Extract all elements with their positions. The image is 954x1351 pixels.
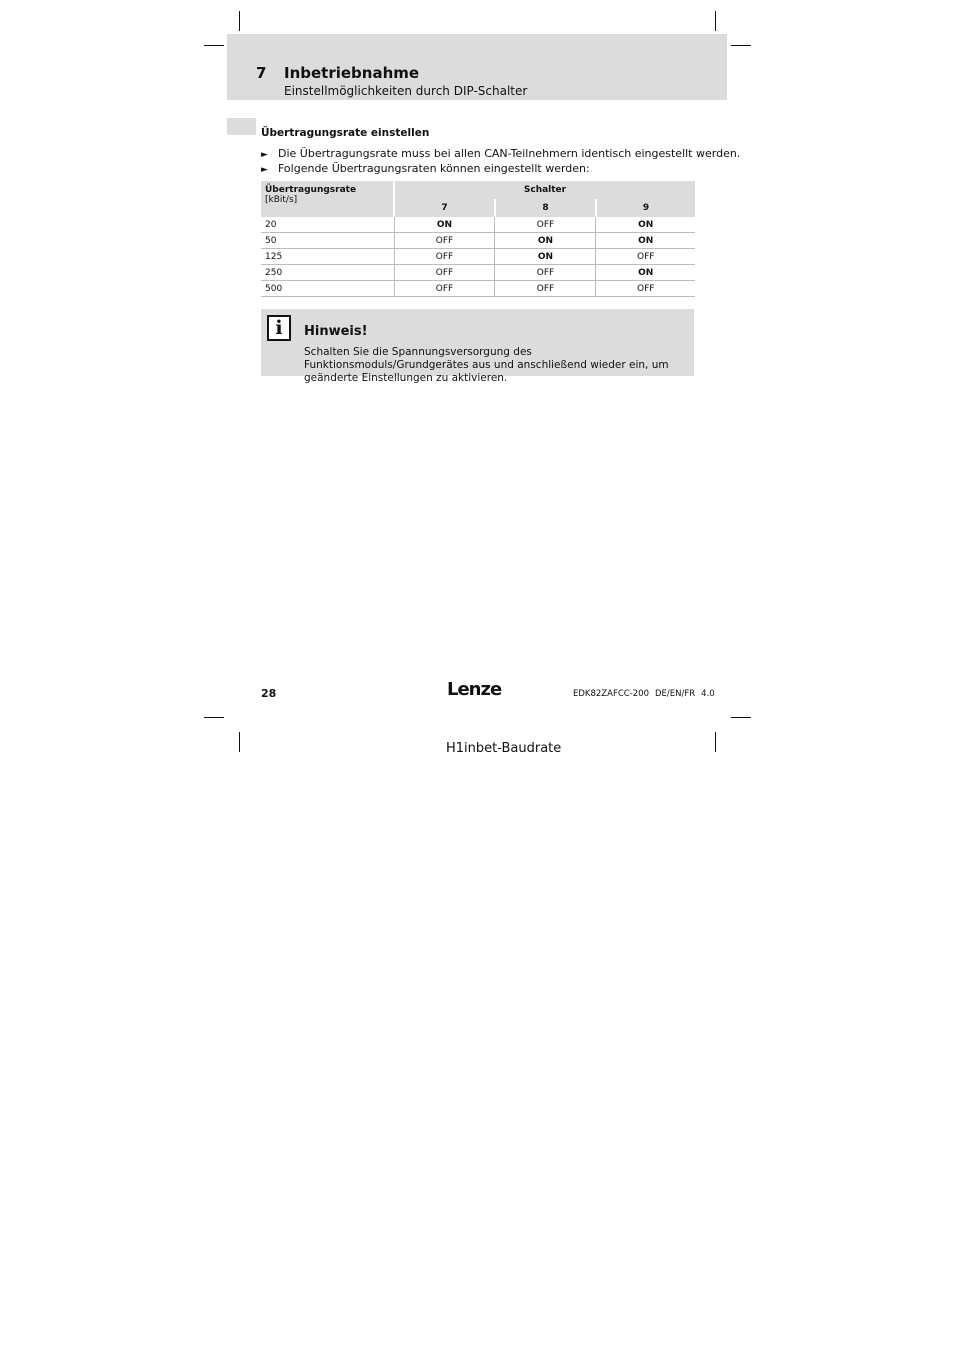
list-item xyxy=(261,146,740,161)
bullet-text: Die Übertragungsrate muss bei allen CAN-Teilnehmern identisch eingestellt werden. xyxy=(278,147,741,160)
arrow-right-icon: ► xyxy=(261,165,268,175)
switch-group-header: Schalter xyxy=(394,181,695,199)
table-row xyxy=(261,217,695,233)
rate-cell: 250 xyxy=(261,265,394,281)
switch-state-cell: OFF xyxy=(596,281,695,297)
crop-mark xyxy=(239,732,240,752)
switch-state-cell: OFF xyxy=(495,265,596,281)
note-title: Hinweis! xyxy=(304,324,368,339)
switch-state-cell: OFF xyxy=(596,249,695,265)
switch-state-cell: ON xyxy=(596,233,695,249)
section-heading: Übertragungsrate einstellen xyxy=(261,127,430,139)
rate-cell: 500 xyxy=(261,281,394,297)
crop-mark xyxy=(731,717,751,718)
chapter-title: Inbetriebnahme xyxy=(284,64,420,82)
bullet-text: Folgende Übertragungsraten können eingestellt werden: xyxy=(278,162,590,175)
switch-number-header: 9 xyxy=(596,199,695,217)
crop-mark xyxy=(715,732,716,752)
list-item xyxy=(261,161,740,176)
side-tab-marker xyxy=(227,118,256,135)
chapter-subtitle: Einstellmöglichkeiten durch DIP-Schalter xyxy=(284,84,528,98)
bullet-list xyxy=(261,146,740,176)
switch-state-cell: ON xyxy=(596,217,695,233)
switch-number-header: 8 xyxy=(495,199,596,217)
table-row xyxy=(261,249,695,265)
crop-mark xyxy=(239,11,240,31)
table-row xyxy=(261,233,695,249)
switch-state-cell: OFF xyxy=(394,281,495,297)
switch-state-cell: OFF xyxy=(394,265,495,281)
switch-state-cell: OFF xyxy=(394,249,495,265)
table-row xyxy=(261,281,695,297)
crop-mark xyxy=(204,45,224,46)
crop-mark xyxy=(731,45,751,46)
rate-header-label: Übertragungsrate xyxy=(265,185,357,195)
info-icon: i xyxy=(267,315,291,341)
arrow-right-icon: ► xyxy=(261,150,268,160)
rate-cell: 125 xyxy=(261,249,394,265)
switch-state-cell: ON xyxy=(495,233,596,249)
switch-state-cell: OFF xyxy=(495,217,596,233)
note-text: Schalten Sie die Spannungsversorgung des Funktionsmoduls/Grundgerätes aus und anschließend wieder ein, um geänderte Einstellungen zu aktivieren. xyxy=(304,346,669,384)
rate-header-unit: [kBit/s] xyxy=(265,195,298,205)
crop-mark xyxy=(715,11,716,31)
document-code xyxy=(573,689,715,699)
table-row xyxy=(261,265,695,281)
crop-mark xyxy=(204,717,224,718)
doc-version: 4.0 xyxy=(701,689,715,699)
rate-cell: 50 xyxy=(261,233,394,249)
rate-column-header xyxy=(261,181,394,217)
switch-state-cell: ON xyxy=(495,249,596,265)
doc-languages: DE/EN/FR xyxy=(655,689,696,699)
switch-number-header: 7 xyxy=(394,199,495,217)
note-box xyxy=(261,309,694,384)
switch-state-cell: ON xyxy=(394,217,495,233)
chapter-number: 7 xyxy=(256,64,267,82)
image-caption: H1inbet-Baudrate xyxy=(446,741,562,756)
rate-cell: 20 xyxy=(261,217,394,233)
page-number: 28 xyxy=(261,687,277,700)
doc-code-id: EDK82ZAFCC-200 xyxy=(573,689,649,699)
baudrate-table xyxy=(261,181,695,297)
switch-state-cell: OFF xyxy=(394,233,495,249)
switch-state-cell: ON xyxy=(596,265,695,281)
switch-state-cell: OFF xyxy=(495,281,596,297)
lenze-logo: Lenze xyxy=(447,679,502,700)
